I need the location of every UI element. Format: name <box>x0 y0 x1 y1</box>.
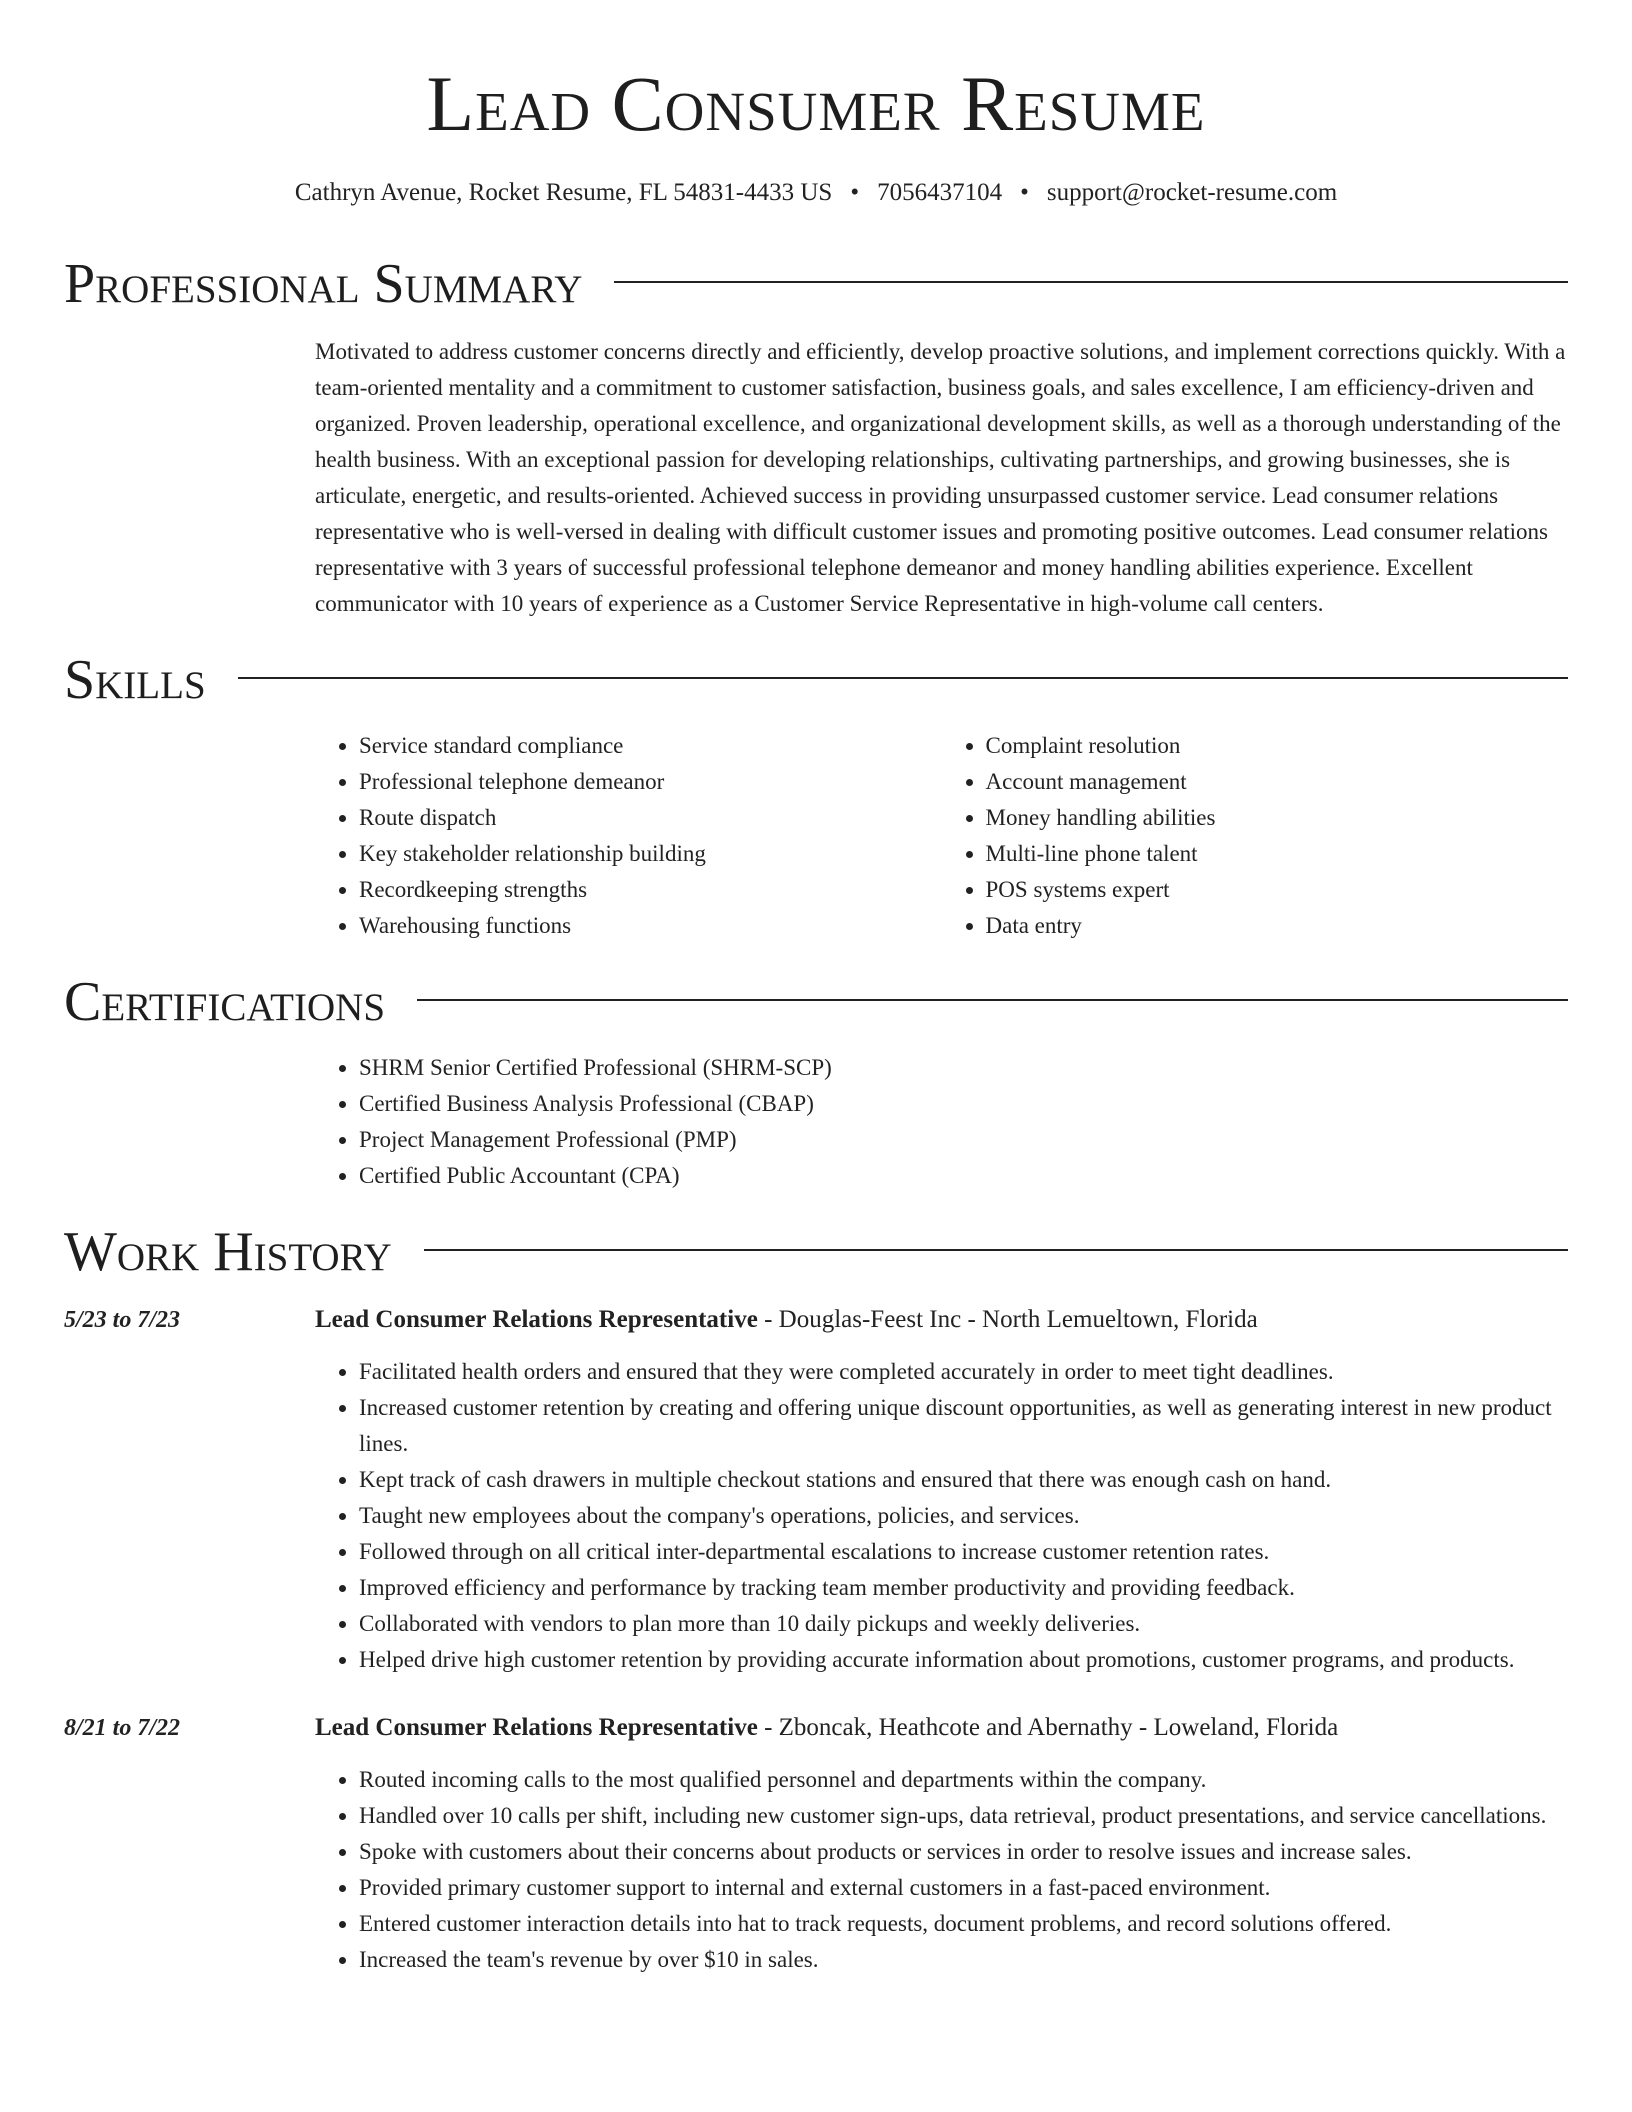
list-item: • Increased customer retention by creating and offering unique discount opportunities, as well as generating interest in new product lines. <box>359 1390 1568 1462</box>
list-item: • Entered customer interaction details into hat to track requests, document problems, and record solutions offered. <box>359 1906 1568 1942</box>
contact-email[interactable]: support@rocket-resume.com <box>1046 179 1338 206</box>
list-item: • Kept track of cash drawers in multiple checkout stations and ensured that there was enough cash on hand. <box>359 1462 1568 1498</box>
list-item: • Increased the team's revenue by over $10 in sales. <box>359 1942 1568 1978</box>
list-item: • Data entry <box>986 908 1569 944</box>
list-item: • Professional telephone demeanor <box>359 764 942 800</box>
list-item: • Helped drive high customer retention by providing accurate information about promotions, customer programs, and products. <box>359 1642 1568 1678</box>
list-item: • Account management <box>986 764 1569 800</box>
list-item: • Project Management Professional (PMP) <box>359 1122 1568 1158</box>
skills-list <box>315 728 1568 944</box>
list-item: • Certified Business Analysis Professional (CBAP) <box>359 1086 1568 1122</box>
list-item: • POS systems expert <box>986 872 1569 908</box>
skills-heading-label: Skills <box>64 649 206 711</box>
job-dates: 8/21 to 7/22 <box>64 1715 181 1741</box>
list-item: • Key stakeholder relationship building <box>359 836 942 872</box>
certifications-list <box>315 1050 1568 1194</box>
certifications-heading-label: Certifications <box>64 971 386 1033</box>
skills-heading <box>64 650 1568 710</box>
list-item: • Warehousing functions <box>359 908 942 944</box>
skills-column-right <box>942 728 1569 944</box>
list-item: • Collaborated with vendors to plan more than 10 daily pickups and weekly deliveries. <box>359 1606 1568 1642</box>
list-item: • Multi-line phone talent <box>986 836 1569 872</box>
list-item: • Provided primary customer support to internal and external customers in a fast-paced environment. <box>359 1870 1568 1906</box>
section-divider <box>424 1249 1568 1251</box>
list-item: • Spoke with customers about their concerns about products or services in order to resolve issues and increase sales. <box>359 1834 1568 1870</box>
list-item: • SHRM Senior Certified Professional (SHRM-SCP) <box>359 1050 1568 1086</box>
job-duties <box>315 1762 1568 1978</box>
job-employer-location: - Douglas-Feest Inc - North Lemueltown, Florida <box>757 1306 1258 1333</box>
list-item: • Money handling abilities <box>986 800 1569 836</box>
contact-line <box>64 178 1568 208</box>
skills-column-left <box>315 728 942 944</box>
resume-title: Lead Consumer Resume <box>426 60 1206 147</box>
list-item: • Handled over 10 calls per shift, including new customer sign-ups, data retrieval, product presentations, and service cancellations. <box>359 1798 1568 1834</box>
section-divider <box>614 281 1568 283</box>
work-history-heading <box>64 1222 1568 1282</box>
summary-heading-label: Professional Summary <box>64 253 583 315</box>
section-divider <box>417 999 1568 1001</box>
summary-text: Motivated to address customer concerns directly and efficiently, develop proactive solutions, and implement corrections quickly. With a team-oriented mentality and a commitment to customer satisfaction, business goals, and sales excellence, I am efficiency-driven and organized. Proven leadership, operational excellence, and organizational development skills, as well as a thorough understanding of the health business. With an exceptional passion for developing relationships, cultivating partnerships, and growing businesses, she is articulate, energetic, and results-oriented. Achieved success in providing unsurpassed customer service. Lead consumer relations representative who is well-versed in dealing with difficult customer issues and promoting positive outcomes. Lead consumer relations representative with 3 years of successful professional telephone demeanor and money handling abilities experience. Excellent communicator with 10 years of experience as a Customer Service Representative in high-volume call centers. <box>315 339 1566 616</box>
list-item: • Followed through on all critical inter-departmental escalations to increase customer retention rates. <box>359 1534 1568 1570</box>
contact-separator: • <box>1020 179 1029 206</box>
job-entry <box>64 1302 1568 1338</box>
job-entry <box>64 1710 1568 1746</box>
job-role: Lead Consumer Relations Representative <box>315 1714 758 1741</box>
work-history-heading-label: Work History <box>64 1221 392 1283</box>
list-item: • Taught new employees about the company's operations, policies, and services. <box>359 1498 1568 1534</box>
job-duties <box>315 1354 1568 1678</box>
job-title-line <box>315 1710 1338 1746</box>
list-item: • Service standard compliance <box>359 728 942 764</box>
summary-heading <box>64 254 1568 314</box>
list-item: • Routed incoming calls to the most qualified personnel and departments within the company. <box>359 1762 1568 1798</box>
job-employer-location: - Zboncak, Heathcote and Abernathy - Loweland, Florida <box>757 1714 1339 1741</box>
contact-phone: 7056437104 <box>877 179 1003 206</box>
list-item: • Recordkeeping strengths <box>359 872 942 908</box>
certifications-heading <box>64 972 1568 1032</box>
resume-page <box>64 0 1568 1978</box>
list-item: • Improved efficiency and performance by tracking team member productivity and providing feedback. <box>359 1570 1568 1606</box>
job-title-line <box>315 1302 1258 1338</box>
job-role: Lead Consumer Relations Representative <box>315 1306 758 1333</box>
list-item: • Facilitated health orders and ensured that they were completed accurately in order to meet tight deadlines. <box>359 1354 1568 1390</box>
list-item: • Certified Public Accountant (CPA) <box>359 1158 1568 1194</box>
list-item: • Route dispatch <box>359 800 942 836</box>
job-dates: 5/23 to 7/23 <box>64 1307 181 1333</box>
section-divider <box>238 677 1568 679</box>
contact-address: Cathryn Avenue, Rocket Resume, FL 54831-4433 US <box>294 179 833 206</box>
list-item: • Complaint resolution <box>986 728 1569 764</box>
contact-separator: • <box>850 179 860 206</box>
